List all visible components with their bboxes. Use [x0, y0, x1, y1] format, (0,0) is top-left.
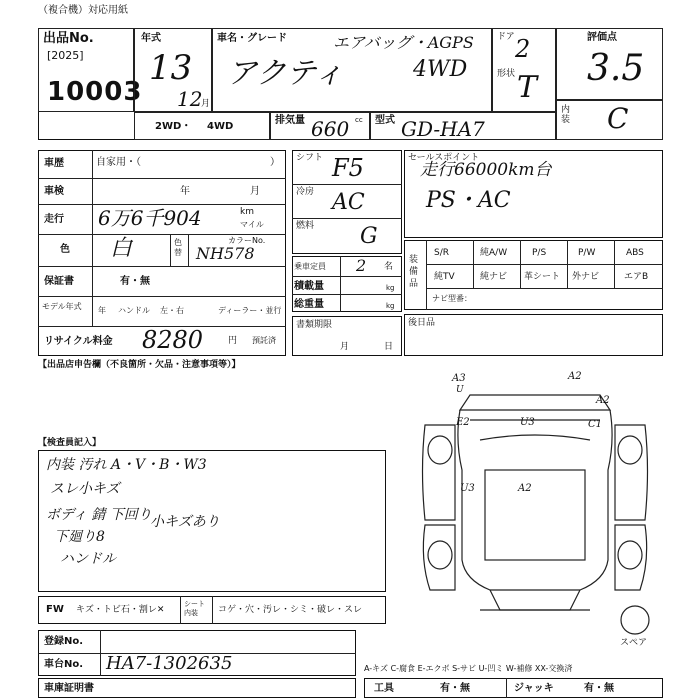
lot-number: 10003 [47, 77, 143, 107]
history-close: ） [270, 157, 280, 168]
chassis-label: 車台No. [44, 659, 84, 670]
after-market-label: 後日品 [408, 318, 436, 328]
score-value: 3.5 [587, 48, 645, 89]
load-unit: kg [386, 284, 395, 292]
equip-ps: P/S [532, 248, 547, 258]
capacity-unit: 名 [384, 262, 394, 272]
diag-mark-a2-center: A2 [518, 483, 532, 494]
declaration-title: 【出品店申告欄（不良箇所・欠品・注意事項等）】 [38, 360, 241, 370]
model-code-label: 型式 [375, 115, 395, 126]
equipment-label: 装備品 [409, 255, 419, 289]
model-year-unit: 年 [98, 306, 106, 315]
displacement-label: 排気量 [275, 115, 305, 126]
sales-point-line2: PS・AC [426, 188, 511, 213]
model-year-label: モデル年式 [42, 302, 82, 311]
equip-navi: 純ナビ [480, 272, 508, 282]
score-label: 評価点 [587, 32, 617, 43]
model-name: アクティ [227, 56, 344, 91]
navi-model-label: ナビ型番： [432, 294, 472, 303]
diag-mark-c1: C1 [588, 419, 603, 430]
model-label: 車名・グレード [217, 33, 287, 44]
color-code-label: カラーNo. [228, 236, 266, 245]
recycle-deposit: 預託済 [252, 336, 276, 345]
history-value: 自家用・（ [96, 157, 141, 168]
displacement-value: 660 [311, 117, 350, 141]
interior-value: C [607, 102, 629, 135]
recycle-value: 8280 [142, 326, 204, 354]
inspector-note-4: 下廻り8 [54, 529, 105, 545]
recycle-unit: 円 [228, 336, 238, 346]
shift-value: F5 [332, 154, 364, 182]
diag-mark-a3: A3 [452, 373, 466, 384]
fuel-value: G [360, 224, 378, 249]
load-label: 積載量 [294, 281, 324, 292]
damage-legend: A-キズ C-腐食 E-エクボ S-サビ U-凹ミ W-補修 XX-交換済 [364, 664, 573, 673]
chassis-value: HA7-1302635 [106, 653, 233, 674]
lot-stamp: [2025] [47, 49, 84, 62]
spare-label: スペア [620, 638, 648, 648]
doors-label: ドア [497, 32, 515, 42]
body-type-value: T [517, 70, 538, 105]
gross-unit: kg [386, 302, 395, 310]
fw-sheet-items: コゲ・穴・汚レ・シミ・破レ・スレ [218, 605, 363, 615]
equip-leather: 革シート [524, 272, 561, 282]
diag-mark-a2: A2 [568, 371, 582, 382]
mileage-value: 6万6千904 [98, 206, 202, 230]
fuel-label: 燃料 [296, 221, 315, 231]
diag-mark-u: U [456, 385, 464, 395]
history-label: 車歴 [44, 158, 64, 169]
diag-mark-a2b: A2 [596, 395, 610, 406]
inspector-note-5: ハンドル [60, 551, 116, 567]
registration-label: 登録No. [44, 636, 84, 647]
mileage-unit: km [240, 207, 254, 217]
warranty-options: 有・無 [120, 276, 150, 287]
body-type-label: 形状 [497, 69, 516, 79]
inspector-note-2: スレ小キズ [50, 481, 120, 497]
inspection-month: 月 [250, 186, 260, 197]
capacity-label: 乗車定員 [294, 262, 326, 271]
drivetrain-4wd: 4WD [207, 121, 234, 132]
model-code-value: GD-HA7 [401, 117, 485, 141]
color-value: 白 [110, 236, 133, 261]
warranty-label: 保証書 [44, 276, 74, 287]
fw-items: キズ・トビ石・割レ✕ [76, 605, 165, 615]
inspector-title: 【検査員記入】 [38, 438, 102, 448]
ac-value: AC [332, 190, 365, 215]
docs-day: 日 [384, 342, 394, 352]
doors-value: 2 [515, 35, 531, 63]
jack-label: ジャッキ [514, 683, 554, 694]
model-grade: エアバッグ・AGPS [333, 33, 474, 52]
year-month-unit: 月 [201, 99, 211, 109]
inspection-year: 年 [180, 186, 190, 197]
equip-airbag: エアB [624, 272, 649, 282]
interior-label: 内装 [561, 105, 571, 125]
inspection-label: 車検 [44, 186, 64, 197]
tools-options: 有・無 [440, 683, 470, 694]
recycle-label: リサイクル料金 [44, 336, 113, 347]
ac-label: 冷房 [296, 187, 315, 197]
inspector-side-note: 小キズあり [150, 514, 220, 530]
equip-aw: 純A/W [480, 248, 508, 258]
equip-sr: S/R [434, 248, 449, 258]
mileage-alt-unit: マイル [240, 220, 264, 229]
year-value: 13 [149, 48, 193, 88]
diag-mark-u3-side: U3 [460, 483, 475, 494]
docs-label: 書類期限 [296, 320, 333, 330]
jack-options: 有・無 [584, 683, 614, 694]
cert-label: 車庫証明書 [44, 683, 94, 694]
docs-month: 月 [340, 342, 350, 352]
shift-label: シフト [296, 153, 324, 163]
sales-point-label: セールスポイント [408, 153, 480, 163]
sales-point-line1: 走行66000km台 [420, 160, 552, 180]
color-change-label: 色替 [174, 238, 182, 257]
fw-sheet-label: シート内装 [184, 600, 205, 617]
inspector-note-1: 内装 汚れ A・V・B・W3 [46, 457, 207, 473]
dealer-label: ディーラー・並行 [218, 306, 282, 315]
tools-label: 工具 [374, 683, 394, 694]
year-month: 12 [177, 87, 203, 111]
displacement-unit: cc [355, 116, 363, 124]
handle-options: 左・右 [160, 306, 184, 315]
handle-label: ハンドル [118, 306, 150, 315]
model-drive: 4WD [413, 57, 468, 82]
equip-abs: ABS [626, 248, 644, 258]
drivetrain-2wd: 2WD・ [155, 121, 192, 132]
equip-pw: P/W [578, 248, 596, 258]
equip-ext-navi: 外ナビ [572, 272, 600, 282]
equip-tv: 純TV [434, 272, 455, 282]
year-label: 年式 [141, 33, 161, 44]
diag-mark-e2: E2 [456, 417, 470, 428]
fw-label: FW [46, 604, 64, 615]
inspector-note-3: ボディ 錆 下回り [46, 507, 152, 523]
lot-label: 出品No. [43, 31, 94, 46]
gross-label: 総重量 [294, 299, 324, 310]
header-text: （複合機）対応用紙 [38, 5, 128, 16]
color-code-value: NH578 [196, 244, 255, 263]
capacity-value: 2 [356, 256, 367, 275]
mileage-label: 走行 [44, 214, 64, 225]
diag-mark-u3-top: U3 [520, 417, 535, 428]
color-label: 色 [60, 244, 70, 255]
